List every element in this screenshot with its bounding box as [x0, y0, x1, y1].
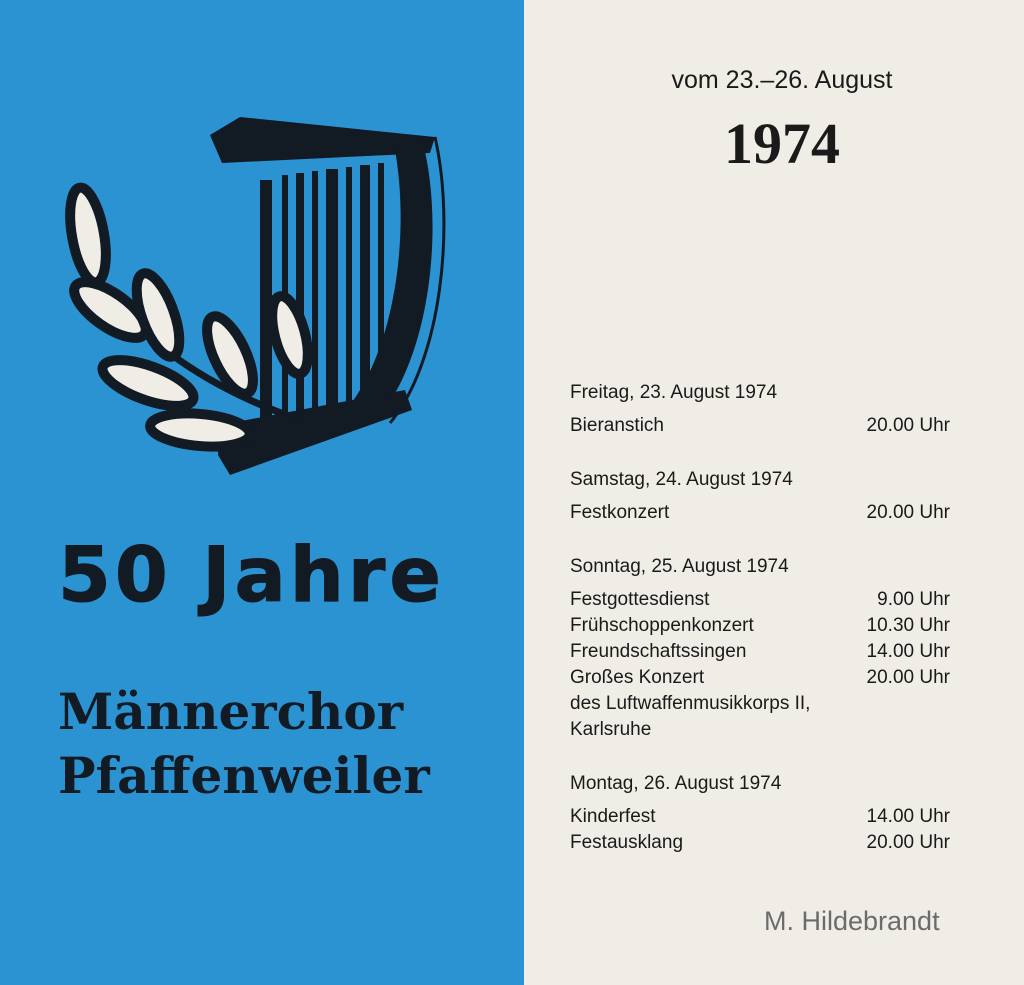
event-name: Festkonzert: [570, 502, 670, 523]
schedule: [570, 380, 950, 884]
lyre-with-laurel-icon: [50, 105, 450, 490]
event-continuation: des Luftwaffenmusikkorps II,: [570, 693, 811, 714]
event-row: [570, 830, 950, 856]
event-time: 9.00 Uhr: [877, 589, 950, 610]
event-time: 20.00 Uhr: [866, 502, 950, 523]
event-time: 20.00 Uhr: [866, 415, 950, 436]
day-heading: Sonntag, 25. August 1974: [570, 556, 789, 577]
event-row: [570, 413, 950, 439]
event-time: 14.00 Uhr: [866, 806, 950, 827]
day-block: [570, 380, 950, 439]
event-row: [570, 665, 950, 691]
event-row: [570, 500, 950, 526]
event-time: 14.00 Uhr: [866, 641, 950, 662]
event-time: 10.30 Uhr: [866, 615, 950, 636]
choir-name-line-1: Männerchor: [58, 682, 404, 741]
day-block: [570, 554, 950, 743]
day-heading: Samstag, 24. August 1974: [570, 469, 793, 490]
year-title: 1974: [724, 111, 840, 176]
day-heading: Freitag, 23. August 1974: [570, 382, 778, 403]
event-name: Festgottesdienst: [570, 589, 710, 610]
event-time: 20.00 Uhr: [866, 667, 950, 688]
event-continuation: Karlsruhe: [570, 719, 652, 740]
event-row: [570, 587, 950, 613]
event-time: 20.00 Uhr: [866, 832, 950, 853]
event-name: Freundschaftssingen: [570, 641, 747, 662]
jubilee-title: 50 Jahre: [58, 530, 445, 619]
event-row: [570, 613, 950, 639]
day-block: [570, 771, 950, 856]
event-name: Frühschoppenkonzert: [570, 615, 754, 636]
day-block: [570, 467, 950, 526]
event-row: [570, 804, 950, 830]
day-heading: Montag, 26. August 1974: [570, 773, 782, 794]
event-name: Bieranstich: [570, 415, 664, 436]
event-name: Kinderfest: [570, 806, 656, 827]
event-name: Großes Konzert: [570, 667, 705, 688]
choir-name: [58, 680, 430, 808]
event-name: Festausklang: [570, 832, 684, 853]
choir-name-line-2: Pfaffenweiler: [58, 746, 430, 805]
date-range: vom 23.–26. August: [671, 66, 893, 94]
signature: M. Hildebrandt: [764, 906, 940, 936]
event-row: [570, 639, 950, 665]
